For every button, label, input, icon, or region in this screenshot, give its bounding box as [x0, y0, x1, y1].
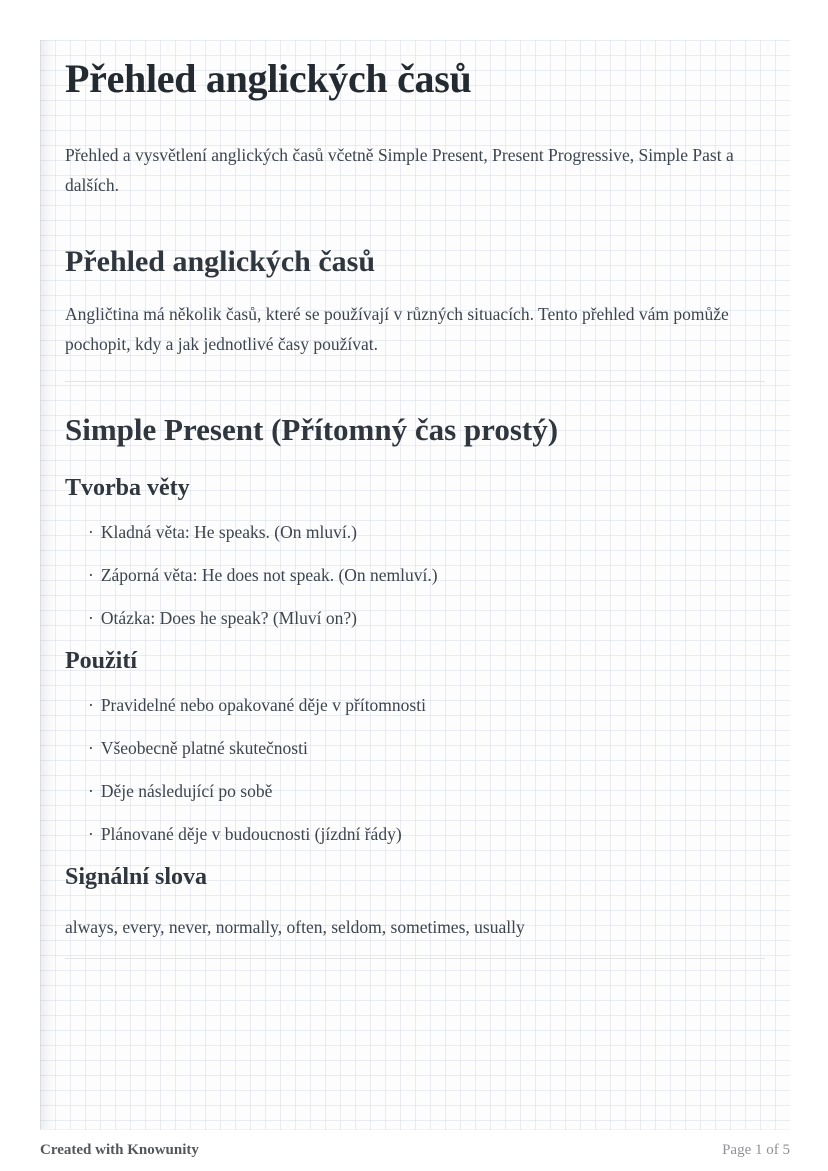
created-with-label: Created with Knowunity: [40, 1142, 199, 1158]
sentence-formation-list: [65, 517, 765, 633]
list-item: [88, 603, 765, 633]
section-divider: [65, 381, 765, 382]
list-item: [88, 560, 765, 590]
bullet-icon: ·: [88, 522, 94, 542]
page-number-label: Page 1 of 5: [722, 1142, 790, 1158]
usage-heading: Použití: [65, 648, 137, 674]
list-item-text: Záporná věta: He does not speak. (On nemluví.): [100, 565, 438, 585]
list-item: [88, 776, 765, 806]
list-item-text: Děje následující po sobě: [100, 781, 273, 801]
usage-list: [65, 690, 765, 849]
list-item-text: Plánované děje v budoucnosti (jízdní řády): [100, 824, 402, 844]
page-title: Přehled anglických časů: [65, 56, 472, 101]
bullet-icon: ·: [88, 565, 94, 585]
list-item-text: Kladná věta: He speaks. (On mluví.): [100, 522, 357, 542]
list-item: [88, 733, 765, 763]
list-item: [88, 819, 765, 849]
list-item: [88, 690, 765, 720]
paper-sheet: [40, 40, 790, 1130]
section-divider: [65, 958, 765, 959]
sentence-formation-heading: Tvorba věty: [65, 475, 190, 501]
page-footer: [40, 1141, 790, 1160]
list-item-text: Pravidelné nebo opakované děje v přítomnosti: [100, 695, 426, 715]
list-item: [88, 517, 765, 547]
signal-words-text: always, every, never, normally, often, seldom, sometimes, usually: [65, 917, 525, 937]
signal-words-heading: Signální slova: [65, 864, 208, 890]
simple-present-heading: Simple Present (Přítomný čas prostý): [65, 412, 559, 447]
bullet-icon: ·: [88, 695, 94, 715]
list-item-text: Otázka: Does he speak? (Mluví on?): [100, 608, 357, 628]
intro-paragraph: Přehled a vysvětlení anglických časů včetně Simple Present, Present Progressive, Simple Past a dalších.: [65, 145, 734, 195]
bullet-icon: ·: [88, 824, 94, 844]
bullet-icon: ·: [88, 781, 94, 801]
overview-paragraph: Angličtina má několik časů, které se používají v různých situacích. Tento přehled vám pomůže pochopit, kdy a jak jednotlivé časy používat.: [65, 304, 729, 354]
bullet-icon: ·: [88, 738, 94, 758]
overview-heading: Přehled anglických časů: [65, 245, 376, 278]
bullet-icon: ·: [88, 608, 94, 628]
list-item-text: Všeobecně platné skutečnosti: [100, 738, 308, 758]
